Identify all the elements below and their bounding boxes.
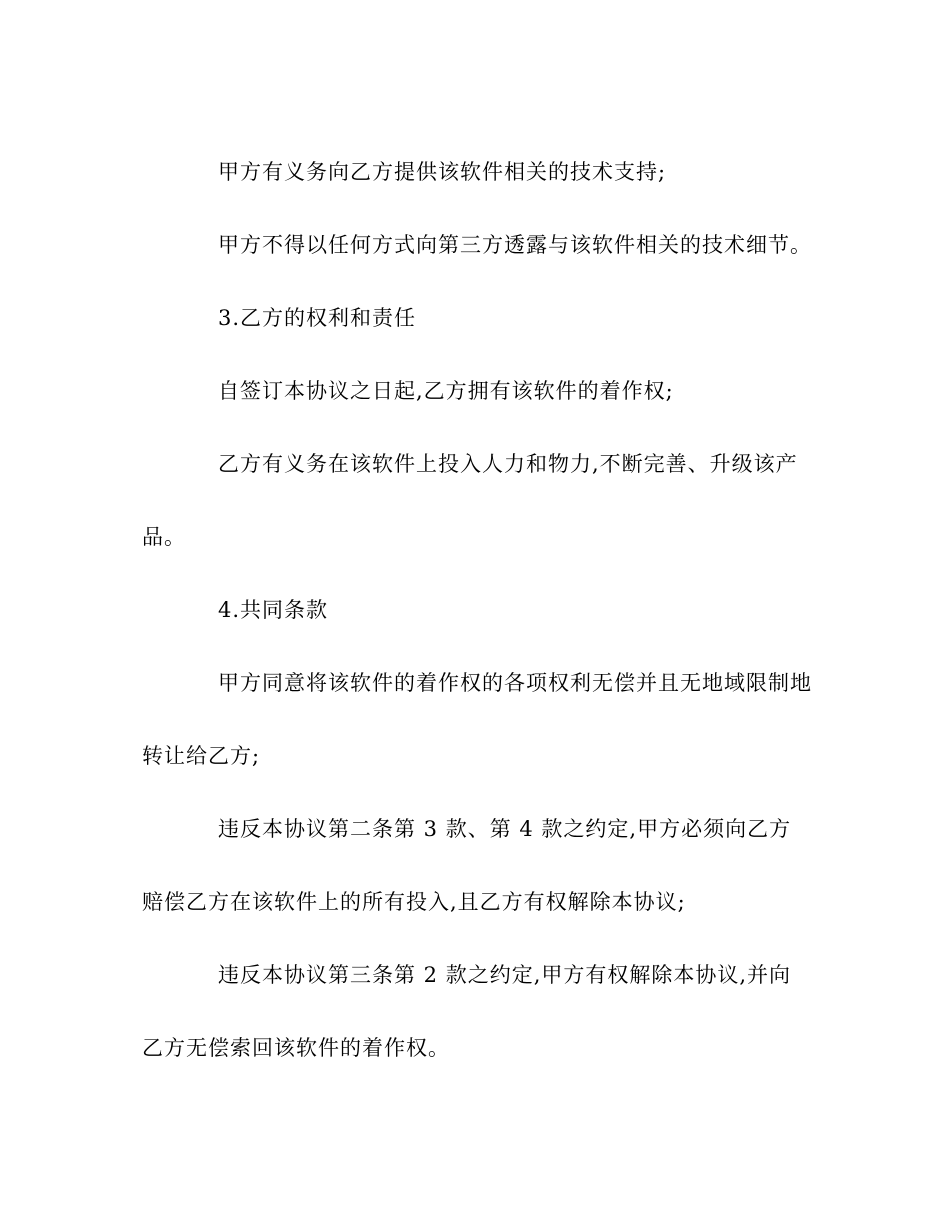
paragraph-party-b-obligation: 乙方有义务在该软件上投入人力和物力,不断完善、升级该产品。 [142, 452, 798, 549]
paragraph-party-a-support: 甲方有义务向乙方提供该软件相关的技术支持; [218, 160, 667, 184]
section-heading-common-terms: 4.共同条款 [218, 598, 329, 622]
paragraph-party-a-confidentiality: 甲方不得以任何方式向第三方透露与该软件相关的技术细节。 [218, 233, 812, 257]
paragraph-copyright-transfer: 甲方同意将该软件的着作权的各项权利无偿并且无地域限制地转让给乙方; [142, 671, 812, 768]
section-heading-party-b-rights: 3.乙方的权利和责任 [218, 306, 417, 330]
document-body [142, 136, 812, 1085]
paragraph-breach-party-a-termination: 违反本协议第三条第 2 款之约定,甲方有权解除本协议,并向乙方无偿索回该软件的着作权。 [142, 963, 792, 1060]
paragraph-breach-party-a-compensation: 违反本协议第二条第 3 款、第 4 款之约定,甲方必须向乙方赔偿乙方在该软件上的所有投入,且乙方有权解除本协议; [142, 817, 792, 914]
paragraph-party-b-copyright: 自签订本协议之日起,乙方拥有该软件的着作权; [218, 379, 674, 403]
